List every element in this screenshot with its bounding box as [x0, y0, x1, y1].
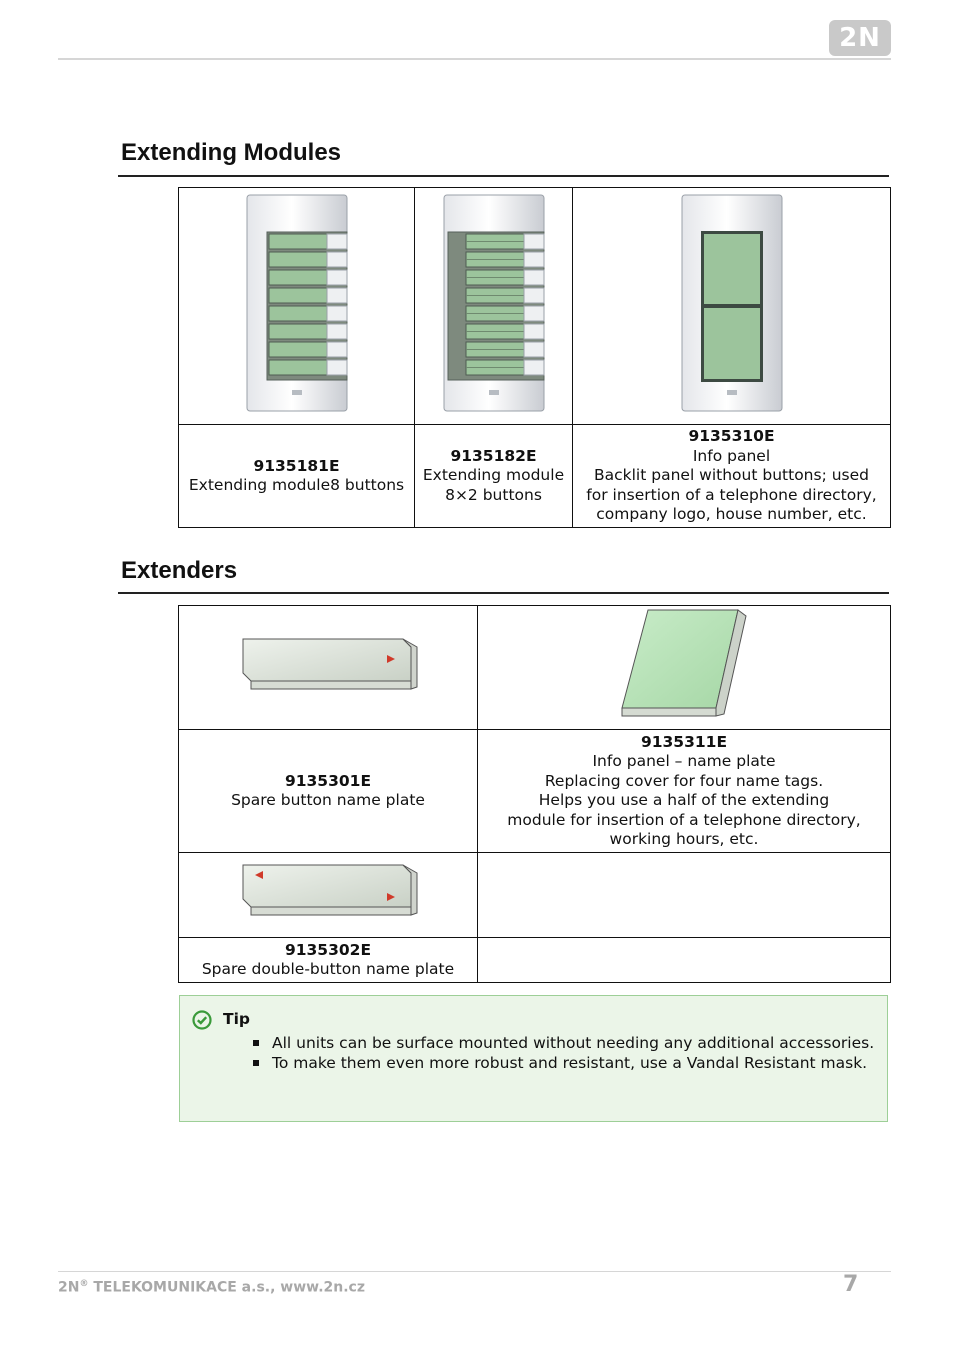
section-rule	[118, 592, 889, 594]
info-panel-name-plate-image	[614, 608, 754, 722]
extender-desc-cell	[179, 730, 478, 853]
brand-logo	[829, 20, 891, 56]
product-desc: company logo, house number, etc.	[596, 505, 867, 524]
tip-item: To make them even more robust and resistant, use a Vandal Resistant mask.	[252, 1054, 876, 1074]
module-image-cell	[179, 188, 415, 425]
product-desc: 8×2 buttons	[445, 485, 542, 504]
product-code: 9135311E	[640, 732, 728, 751]
empty-cell	[478, 938, 891, 983]
footer-rule	[58, 1271, 891, 1272]
extending-module-8-buttons-image	[245, 194, 349, 412]
footer-brand: 2N	[58, 1279, 80, 1296]
module-image-cell	[415, 188, 573, 425]
extender-desc-cell	[179, 938, 478, 983]
product-code: 9135302E	[284, 940, 372, 959]
extenders-table	[178, 605, 891, 983]
product-desc: for insertion of a telephone directory,	[586, 485, 877, 504]
extender-image-cell	[179, 853, 478, 938]
registered-mark: ®	[79, 1279, 89, 1289]
section-rule	[118, 175, 889, 177]
logo-text: 2N	[839, 23, 881, 53]
module-desc-cell	[179, 425, 415, 528]
product-desc: Backlit panel without buttons; used	[594, 466, 869, 485]
page-number: 7	[843, 1272, 859, 1297]
extender-desc-cell	[478, 730, 891, 853]
product-code: 9135182E	[450, 446, 537, 465]
product-code: 9135181E	[253, 456, 340, 475]
product-desc: Extending module	[422, 466, 565, 485]
module-desc-cell	[573, 425, 891, 528]
product-desc: module for insertion of a telephone directory,	[507, 810, 861, 829]
product-code: 9135310E	[688, 427, 775, 446]
section-title-extenders: Extenders	[121, 557, 238, 584]
product-code: 9135301E	[284, 771, 372, 790]
product-desc: working hours, etc.	[609, 830, 759, 848]
tip-box	[179, 995, 888, 1122]
tip-item: All units can be surface mounted without needing any additional accessories.	[252, 1034, 876, 1054]
footer-company	[58, 1279, 365, 1296]
header-rule	[58, 58, 891, 60]
empty-cell	[478, 853, 891, 938]
module-image-cell	[573, 188, 891, 425]
extending-module-8x2-buttons-image	[442, 194, 546, 412]
extender-image-cell	[478, 606, 891, 730]
info-panel-image	[680, 194, 784, 412]
product-desc: Info panel – name plate	[592, 752, 776, 770]
extender-image-cell	[179, 606, 478, 730]
product-desc: Replacing cover for four name tags.	[544, 771, 824, 790]
spare-name-plate-image	[235, 627, 421, 703]
tip-title: Tip	[223, 1010, 250, 1028]
footer-company-rest: TELEKOMUNIKACE a.s., www.2n.cz	[88, 1279, 365, 1296]
check-circle-icon	[192, 1010, 212, 1030]
module-desc-cell	[415, 425, 573, 528]
modules-table	[178, 187, 891, 528]
product-desc: Info panel	[692, 446, 771, 465]
product-desc: Helps you use a half of the extending	[538, 791, 830, 809]
product-desc: Extending module8 buttons	[188, 476, 405, 494]
tip-list	[252, 1034, 876, 1073]
spare-double-name-plate-image	[235, 857, 421, 927]
product-desc: Spare double-button name plate	[201, 960, 455, 978]
product-desc: Spare button name plate	[231, 791, 425, 809]
section-title-extending-modules: Extending Modules	[121, 139, 342, 166]
